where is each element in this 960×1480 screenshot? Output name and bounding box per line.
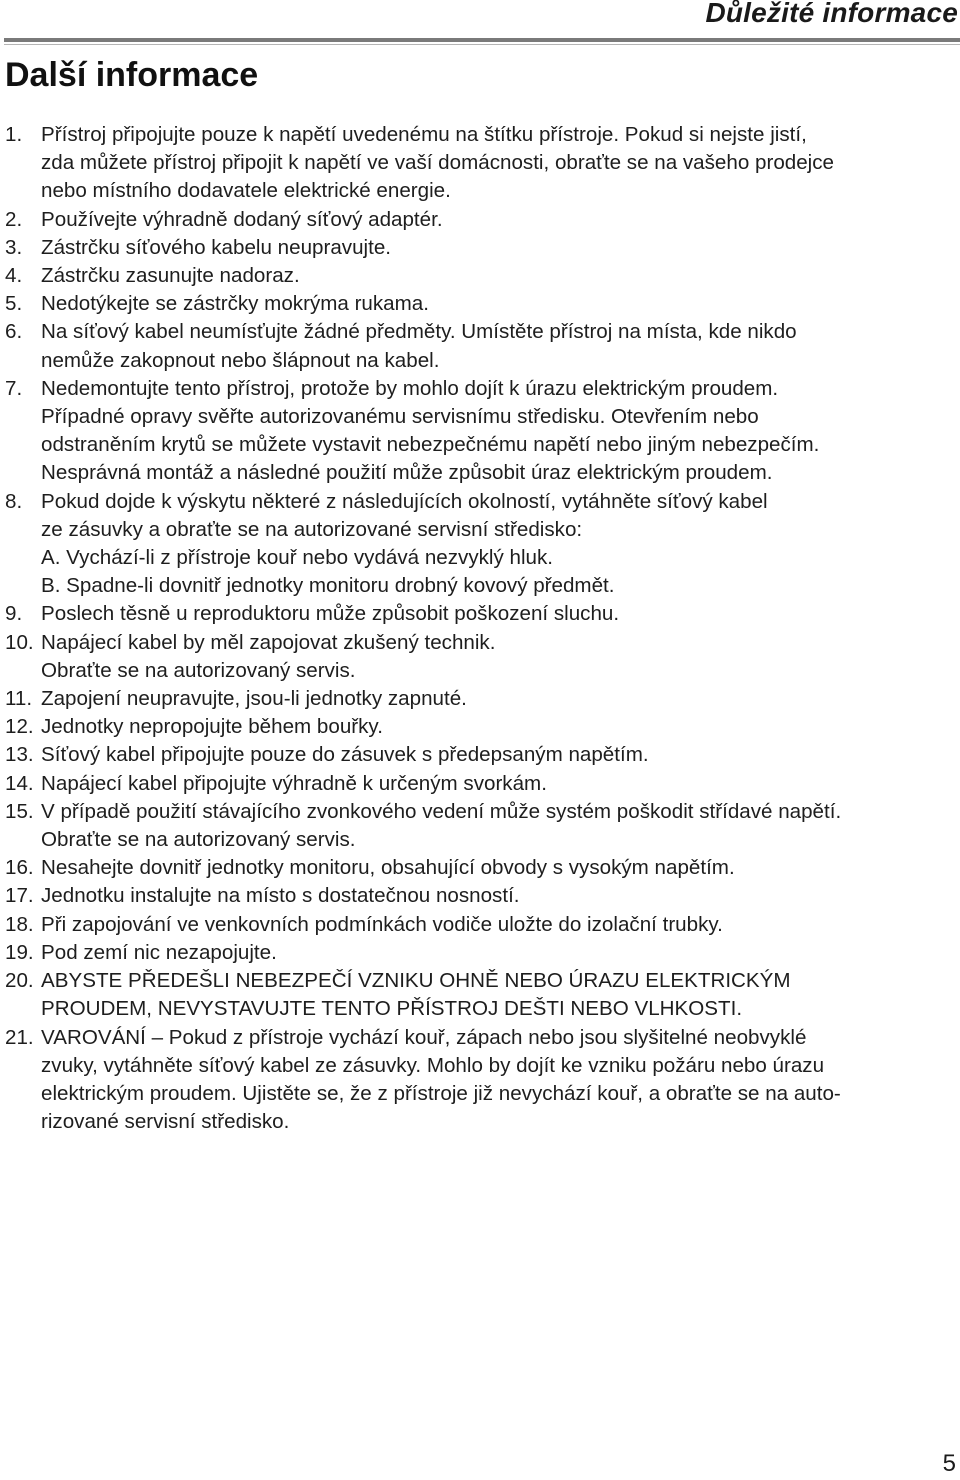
section-title: Další informace <box>5 56 259 94</box>
list-item-line: Nesahejte dovnitř jednotky monitoru, obsahující obvody s vysokým napětím. <box>41 856 735 880</box>
list-item <box>5 318 958 374</box>
list-item-text <box>41 882 958 910</box>
list-item-text <box>41 234 958 262</box>
list-item <box>5 770 958 798</box>
list-item <box>5 206 958 234</box>
list-item-line: Přístroj připojujte pouze k napětí uvedenému na štítku přístroje. Pokud si nejste jistí, <box>41 123 807 146</box>
list-item <box>5 854 958 882</box>
list-item-line: nebo místního dodavatele elektrické energie. <box>41 179 451 203</box>
list-item-line: Nedotýkejte se zástrčky mokrýma rukama. <box>41 292 429 316</box>
list-item-text <box>41 685 958 713</box>
list-item-line: elektrickým proudem. Ujistěte se, že z přístroje již nevychází kouř, a obraťte se na auto- <box>41 1081 841 1105</box>
list-item-number: 5. <box>5 292 23 316</box>
list-item-line: rizované servisní středisko. <box>41 1110 290 1134</box>
list-item-line: Obraťte se na autorizovaný servis. <box>41 828 356 852</box>
list-item <box>5 262 958 290</box>
header-rule-thin <box>4 44 960 45</box>
header-rule <box>4 38 960 42</box>
list-item-line: Jednotky nepropojujte během bouřky. <box>41 715 383 739</box>
list-item-line: zda můžete přístroj připojit k napětí ve vaší domácnosti, obraťte se na vašeho prodejce <box>41 151 835 175</box>
list-item-number: 4. <box>5 264 23 288</box>
list-item-text <box>41 741 958 769</box>
list-item <box>5 121 958 206</box>
list-item-line: odstraněním krytů se můžete vystavit nebezpečnému napětí nebo jiným nebezpečím. <box>41 433 820 457</box>
list-item-line: B. Spadne-li dovnitř jednotky monitoru drobný kovový předmět. <box>41 574 615 598</box>
list-item-text <box>41 121 958 206</box>
list-item-line: Obraťte se na autorizovaný servis. <box>41 658 356 682</box>
list-item-line: Při zapojování ve venkovních podmínkách vodiče uložte do izolační trubky. <box>41 912 723 936</box>
list-item-line: nemůže zakopnout nebo šlápnout na kabel. <box>41 348 440 372</box>
list-item <box>5 798 958 854</box>
list-item-line: Zapojení neupravujte, jsou-li jednotky zapnuté. <box>41 687 467 711</box>
list-item-number: 12. <box>5 715 34 739</box>
list-item-line: Pokud dojde k výskytu některé z následujících okolností, vytáhněte síťový kabel <box>41 489 768 513</box>
list-item-number: 19. <box>5 940 34 964</box>
list-item-number: 1. <box>5 123 23 146</box>
list-item-number: 18. <box>5 912 34 936</box>
list-item-line: Jednotku instalujte na místo s dostatečnou nosností. <box>41 884 520 908</box>
list-item <box>5 713 958 741</box>
list-item-line: Zástrčku zasunujte nadoraz. <box>41 264 300 288</box>
list-item <box>5 911 958 939</box>
list-item-line: Poslech těsně u reproduktoru může způsobit poškození sluchu. <box>41 602 620 626</box>
list-item-text <box>41 854 958 882</box>
list-item-text <box>41 262 958 290</box>
list-item-line: Případné opravy svěřte autorizovanému servisnímu středisku. Otevřením nebo <box>41 405 759 429</box>
list-item-text <box>41 318 958 374</box>
list-item-line: Napájecí kabel by měl zapojovat zkušený technik. <box>41 630 496 654</box>
list-item-text <box>41 713 958 741</box>
list-item-number: 14. <box>5 771 34 795</box>
list-item <box>5 290 958 318</box>
list-item-number: 21. <box>5 1025 34 1049</box>
list-item-number: 9. <box>5 602 23 626</box>
list-item-line: Nedemontujte tento přístroj, protože by mohlo dojít k úrazu elektrickým proudem. <box>41 376 779 400</box>
list-item <box>5 1024 958 1137</box>
list-item-line: ze zásuvky a obraťte se na autorizované servisní středisko: <box>41 517 583 541</box>
list-item-number: 20. <box>5 969 34 993</box>
list-item-number: 7. <box>5 376 23 400</box>
list-item-text <box>41 488 958 601</box>
list-item-line: Pod zemí nic nezapojujte. <box>41 940 277 964</box>
list-item-number: 6. <box>5 320 23 344</box>
list-item <box>5 600 958 628</box>
list-item-text <box>41 600 958 628</box>
list-item-text <box>41 798 958 854</box>
list-item-text <box>41 206 958 234</box>
list-item <box>5 234 958 262</box>
list-item-line: Napájecí kabel připojujte výhradně k určeným svorkám. <box>41 771 547 795</box>
list-item <box>5 939 958 967</box>
list-item-number: 2. <box>5 207 23 231</box>
list-item-line: VAROVÁNÍ – Pokud z přístroje vychází kouř, zápach nebo jsou slyšitelné neobvyklé <box>41 1025 807 1049</box>
list-item-text <box>41 629 958 685</box>
list-item-text <box>41 290 958 318</box>
list-item-number: 16. <box>5 856 34 880</box>
list-item-line: Nesprávná montáž a následné použití může způsobit úraz elektrickým proudem. <box>41 461 773 485</box>
list-item <box>5 375 958 488</box>
list-item-number: 11. <box>5 687 33 711</box>
list-item-line: PROUDEM, NEVYSTAVUJTE TENTO PŘÍSTROJ DEŠTI NEBO VLHKOSTI. <box>41 997 743 1021</box>
list-item-line: Síťový kabel připojujte pouze do zásuvek s předepsaným napětím. <box>41 743 649 767</box>
list-item-line: zvuky, vytáhněte síťový kabel ze zásuvky. Mohlo by dojít ke vzniku požáru nebo úrazu <box>41 1053 825 1077</box>
list-item <box>5 882 958 910</box>
list-item-text <box>41 967 958 1023</box>
list-item-line: Na síťový kabel neumísťujte žádné předměty. Umístěte přístroj na místa, kde nikdo <box>41 320 797 344</box>
list-item-line: V případě použití stávajícího zvonkového vedení může systém poškodit střídavé napětí. <box>41 799 842 823</box>
list-item-text <box>41 939 958 967</box>
list-item-number: 3. <box>5 235 23 259</box>
list-item <box>5 741 958 769</box>
list-item-number: 10. <box>5 630 34 654</box>
list-item-text <box>41 770 958 798</box>
list-item-text <box>41 911 958 939</box>
list-item-line: Používejte výhradně dodaný síťový adaptér. <box>41 207 443 231</box>
list-item-number: 13. <box>5 743 34 767</box>
list-item-text <box>41 375 958 488</box>
list-item-text <box>41 1024 958 1137</box>
list-item-number: 15. <box>5 799 34 823</box>
list-item-line: ABYSTE PŘEDEŠLI NEBEZPEČÍ VZNIKU OHNĚ NEBO ÚRAZU ELEKTRICKÝM <box>41 969 791 993</box>
list-item <box>5 967 958 1023</box>
list-item-line: A. Vychází-li z přístroje kouř nebo vydává nezvyklý hluk. <box>41 546 554 570</box>
page-number: 5 <box>942 1450 956 1477</box>
info-list <box>5 121 958 1136</box>
list-item <box>5 488 958 601</box>
list-item-number: 17. <box>5 884 34 908</box>
list-item <box>5 685 958 713</box>
list-item <box>5 629 958 685</box>
running-header-title: Důležité informace <box>705 0 958 28</box>
list-item-number: 8. <box>5 489 23 513</box>
list-item-line: Zástrčku síťového kabelu neupravujte. <box>41 235 392 259</box>
